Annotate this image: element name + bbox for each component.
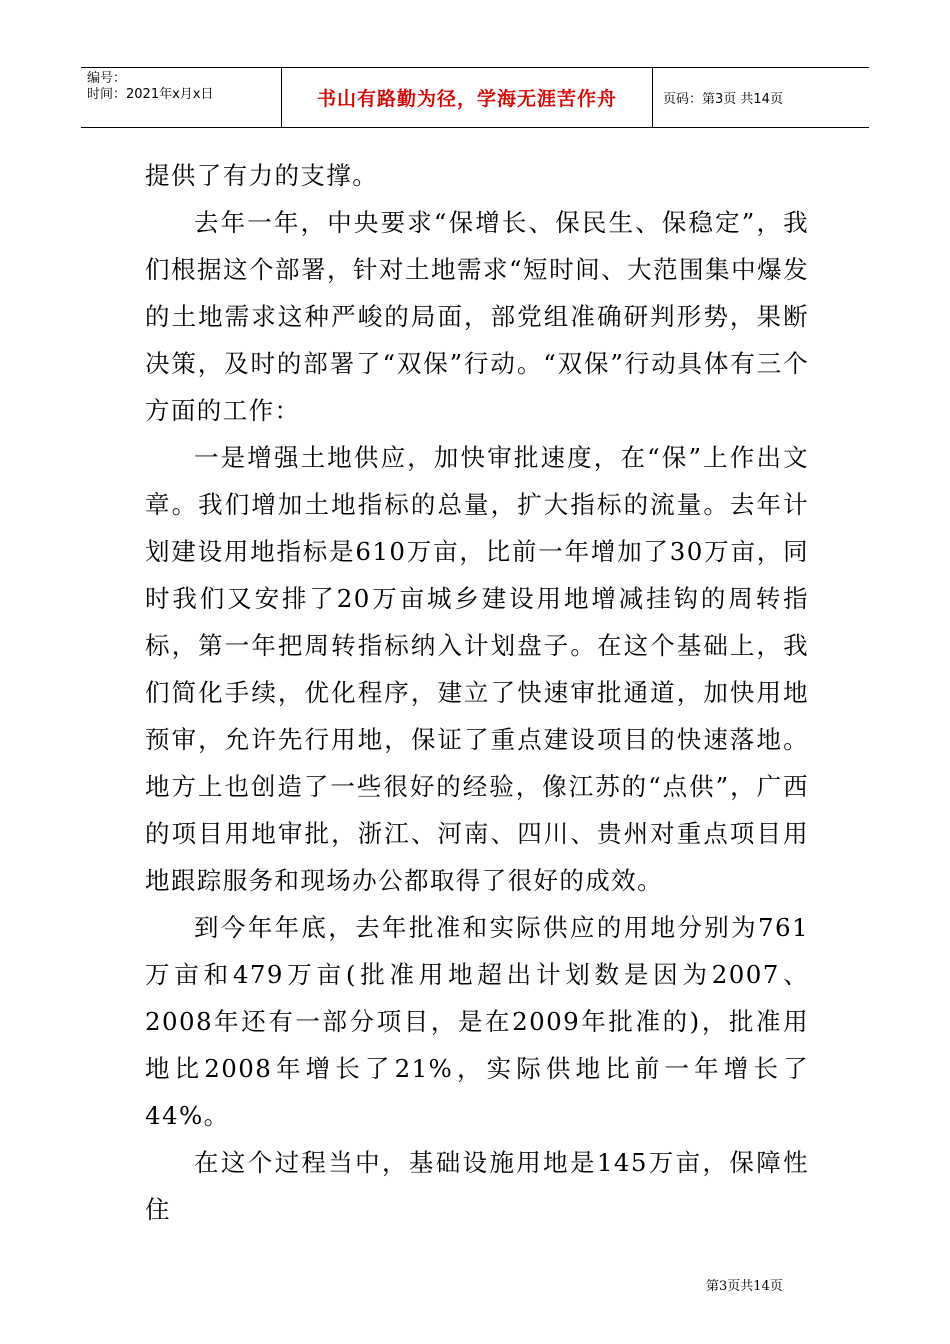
header-page-code: 页码：第3页 共14页 xyxy=(663,92,783,107)
page-header xyxy=(81,67,869,128)
paragraph: 在这个过程当中，基础设施用地是145万亩，保障性住 xyxy=(145,1148,809,1224)
page-footer: 第3页共14页 xyxy=(706,1279,783,1294)
header-meta xyxy=(81,68,282,127)
document-date: 时间：2021年x月x日 xyxy=(87,87,214,102)
paragraph-continuation: 提供了有力的支撑。 xyxy=(145,161,379,190)
document-number-label: 编号： xyxy=(87,71,127,86)
paragraph: 一是增强土地供应，加快审批速度，在“保”上作出文章。我们增加土地指标的总量，扩大指标的流量。去年计划建设用地指标是610万亩，比前一年增加了30万亩，同时我们又安排了20万亩城乡建设用地增减挂钩的周转指标，第一年把周转指标纳入计划盘子。在这个基础上，我们简化手续，优化程序，建立了快速审批通道，加快用地预审，允许先行用地，保证了重点建设项目的快速落地。地方上也创造了一些很好的经验，像江苏的“点供”，广西的项目用地审批，浙江、河南、四川、贵州对重点项目用地跟踪服务和现场办公都取得了很好的成效。 xyxy=(145,443,809,895)
paragraph: 到今年年底，去年批准和实际供应的用地分别为761万亩和479万亩(批准用地超出计划数是因为2007、2008年还有一部分项目，是在2009年批准的)，批准用地比2008年增长了21%，实际供地比前一年增长了44%。 xyxy=(145,913,809,1130)
paragraph: 去年一年，中央要求“保增长、保民生、保稳定”，我们根据这个部署，针对土地需求“短时间、大范围集中爆发的土地需求这种严峻的局面，部党组准确研判形势，果断决策，及时的部署了“双保”行动。“双保”行动具体有三个方面的工作： xyxy=(145,208,809,425)
header-motto: 书山有路勤为径，学海无涯苦作舟 xyxy=(282,68,653,127)
document-body xyxy=(145,152,809,1233)
